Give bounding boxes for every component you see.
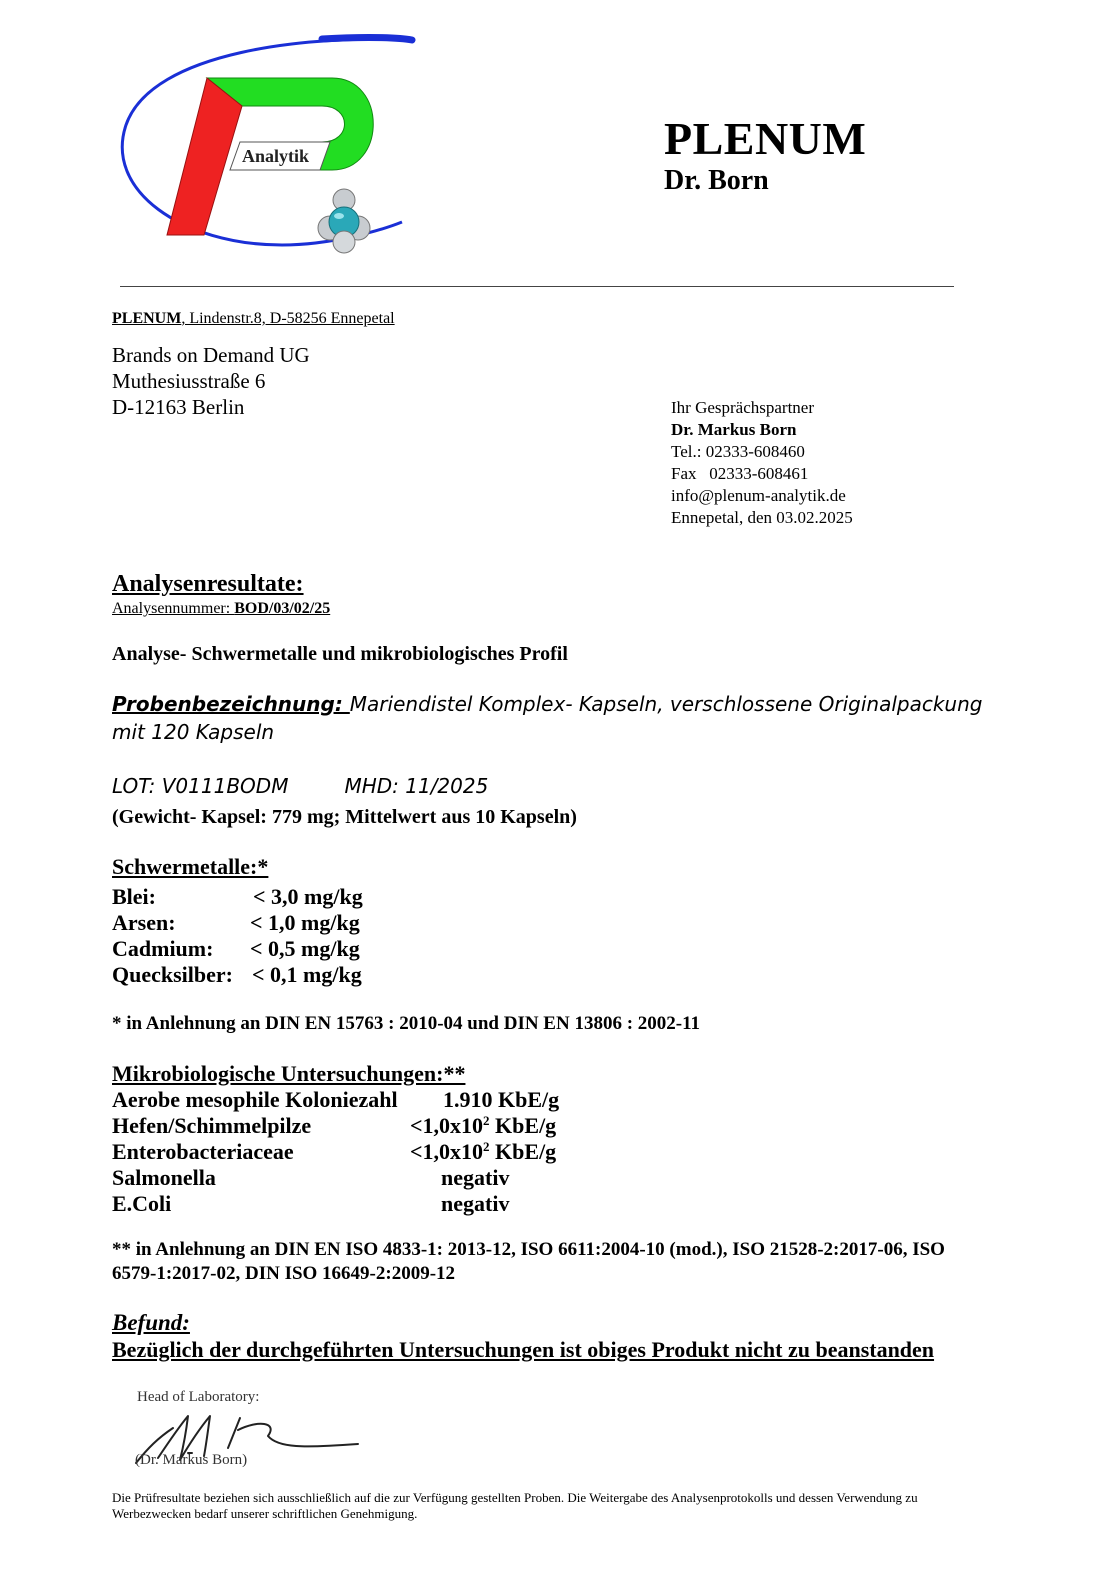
brand-name: PLENUM [664, 113, 867, 164]
finding-heading: Befund: [112, 1310, 190, 1335]
sample-description [112, 690, 992, 746]
contact-date: Ennepetal, den 03.02.2025 [671, 508, 853, 527]
micro-value: negativ [441, 1165, 510, 1190]
recipient-line-3: D-12163 Berlin [112, 395, 245, 419]
sample-label: Probenbezeichnung: [112, 692, 350, 716]
analysis-title: Analyse- Schwermetalle und mikrobiologisches Profil [112, 643, 568, 665]
recipient-line-2: Muthesiusstraße 6 [112, 369, 266, 393]
heavy-metal-name: Blei: [112, 884, 156, 909]
plenum-analytik-logo [112, 30, 422, 265]
micro-name: Hefen/Schimmelpilze [112, 1113, 312, 1138]
lot-line [112, 774, 488, 798]
header-divider [120, 286, 954, 287]
lot-number: LOT: V0111BODM [112, 774, 289, 798]
sender-name: PLENUM [112, 310, 182, 327]
contact-fax: Fax 02333-608461 [671, 464, 809, 483]
micro-name: Enterobacteriaceae [112, 1139, 294, 1164]
contact-person: Dr. Markus Born [671, 420, 797, 439]
signature-name: (Dr. Markus Born) [135, 1452, 248, 1468]
sender-address [112, 310, 395, 328]
recipient-line-1: Brands on Demand UG [112, 343, 310, 367]
contact-label: Ihr Gesprächspartner [671, 398, 815, 417]
micro-note: ** in Anlehnung an DIN EN ISO 4833-1: 2013-12, ISO 6611:2004-10 (mod.), ISO 21528-2:2017-06, ISO 6579-1:2017-02, DIN ISO 16649-2:2009-12 [112, 1239, 945, 1284]
micro-value: 1.910 KbE/g [443, 1087, 560, 1112]
micro-value: negativ [441, 1191, 510, 1216]
footer-disclaimer: Die Prüfresultate beziehen sich ausschließlich auf die zur Verfügung gestellten Proben. Die Weitergabe des Analysenprotokolls und dessen Verwendung zu Werbezwecken bedarf unserer schriftlichen Genehmigung. [112, 1490, 918, 1521]
heavy-metal-name: Arsen: [112, 910, 176, 935]
recipient-address [112, 342, 310, 420]
heavy-metal-value: < 0,1 mg/kg [252, 962, 362, 987]
logo-text: Analytik [242, 146, 310, 166]
micro-value: $<1,0x10^2$ KbE/g [410, 1113, 557, 1138]
micro-name: Salmonella [112, 1165, 216, 1190]
sample-text: Mariendistel Komplex- Kapseln, verschlossene Originalpackung mit 120 Kapseln [112, 692, 983, 744]
heavy-metals-heading: Schwermetalle:* [112, 854, 269, 879]
sender-street: , Lindenstr.8, D-58256 Ennepetal [181, 310, 395, 327]
heavy-metal-value: < 0,5 mg/kg [250, 936, 360, 961]
brand-subtitle: Dr. Born [664, 165, 769, 196]
contact-block [671, 397, 853, 529]
contact-email: info@plenum-analytik.de [671, 486, 846, 505]
analysis-number-label: Analysennummer: [112, 600, 235, 617]
analysis-number-value: BOD/03/02/25 [234, 600, 331, 617]
capsule-weight: (Gewicht- Kapsel: 779 mg; Mittelwert aus 10 Kapseln) [112, 806, 577, 828]
heavy-metal-name: Quecksilber: [112, 962, 233, 987]
results-heading: Analysenresultate: [112, 571, 304, 597]
heavy-metal-value: < 1,0 mg/kg [250, 910, 360, 935]
micro-value: $<1,0x10^2$ KbE/g [410, 1139, 557, 1164]
best-before: MHD: 11/2025 [344, 774, 489, 798]
analysis-number [112, 600, 330, 618]
finding-text: Bezüglich der durchgeführten Untersuchungen ist obiges Produkt nicht zu beanstanden [112, 1337, 935, 1362]
heavy-metal-name: Cadmium: [112, 936, 214, 961]
micro-name: E.Coli [112, 1191, 172, 1216]
contact-tel: Tel.: 02333-608460 [671, 442, 805, 461]
signature-label: Head of Laboratory: [137, 1389, 260, 1405]
heavy-metals-note: * in Anlehnung an DIN EN 15763 : 2010-04 und DIN EN 13806 : 2002-11 [112, 1013, 701, 1034]
micro-heading: Mikrobiologische Untersuchungen:** [112, 1061, 466, 1086]
heavy-metal-value: < 3,0 mg/kg [253, 884, 363, 909]
micro-name: Aerobe mesophile Koloniezahl [112, 1087, 398, 1112]
